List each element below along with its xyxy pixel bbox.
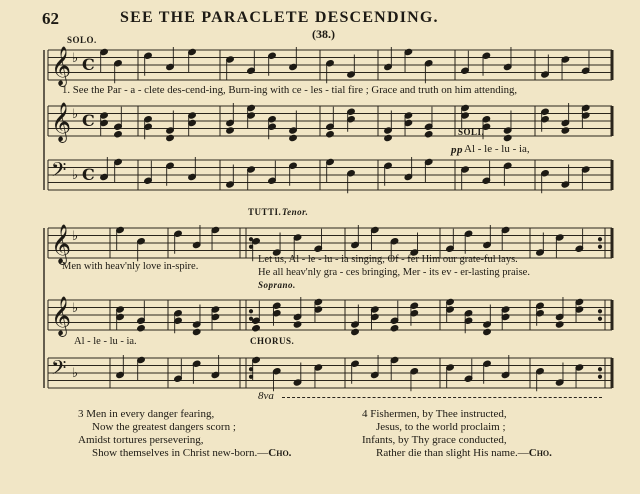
verse-line: Amidst tortures persevering, <box>78 434 204 446</box>
verse-line: 3 Men in every danger fearing, <box>78 408 215 420</box>
time-signature-icon: C <box>82 165 95 184</box>
notehead-icon <box>226 127 235 134</box>
tenor-mark: Tenor. <box>282 207 309 217</box>
notehead-icon <box>289 134 298 141</box>
key-signature-icon: ♭ <box>72 301 79 316</box>
notehead-icon <box>503 134 512 141</box>
key-signature-icon: ♭ <box>72 168 79 183</box>
soli-mark: SOLI. <box>458 127 485 137</box>
time-signature-icon: C <box>82 55 95 74</box>
verse-line: Jesus, to the world proclaim ; <box>376 421 506 433</box>
clef-icon: 𝄢 <box>51 356 67 384</box>
repeat-dot-icon <box>598 317 601 320</box>
notehead-icon <box>114 131 123 138</box>
lyric-line-2a: Men with heav'nly love in-spire. <box>62 261 199 272</box>
repeat-dot-icon <box>598 375 601 378</box>
solo-mark: SOLO. <box>67 35 97 45</box>
chorus-mark: CHORUS. <box>250 336 295 346</box>
octava-line <box>282 397 602 398</box>
key-signature-icon: ♭ <box>72 51 79 66</box>
time-signature-icon: C <box>82 111 95 130</box>
verse-line: 4 Fishermen, by Thee instructed, <box>362 408 507 420</box>
repeat-dot-icon <box>598 245 601 248</box>
notehead-icon <box>252 325 261 332</box>
tutti-mark: TUTTI. <box>248 207 282 217</box>
repeat-dot-icon <box>598 368 601 371</box>
repeat-dot-icon <box>249 368 252 371</box>
clefs <box>51 46 95 384</box>
clef-icon: 𝄞 <box>51 224 72 264</box>
repeat-dot-icon <box>249 310 252 313</box>
key-signature-icon: ♭ <box>72 229 79 244</box>
lyric-soli: Al - le - lu - ia, <box>464 143 530 155</box>
notehead-icon <box>384 134 393 141</box>
clef-icon: 𝄞 <box>51 296 72 336</box>
lyric-alleluia: Al - le - lu - ia. <box>74 336 137 347</box>
key-signature-icon: ♭ <box>72 107 79 122</box>
notehead-icon <box>561 127 570 134</box>
notehead-icon <box>424 131 433 138</box>
notehead-icon <box>351 328 360 335</box>
dynamic-mark: pp <box>451 144 463 156</box>
song-title: SEE THE PARACLETE DESCENDING. <box>120 9 439 26</box>
page-number: 62 <box>42 9 59 28</box>
notehead-icon <box>192 328 201 335</box>
octava-mark: 8va <box>258 390 274 402</box>
repeat-dot-icon <box>598 310 601 313</box>
verse-line: Show themselves in Christ new-born.—Cho. <box>92 447 292 459</box>
clef-icon: 𝄞 <box>51 102 72 142</box>
notes <box>100 47 602 391</box>
notehead-icon <box>293 321 302 328</box>
clef-icon: 𝄢 <box>51 158 67 186</box>
chorus-ref: Cho. <box>268 447 292 459</box>
verse-line: Infants, by Thy grace conducted, <box>362 434 507 446</box>
chorus-ref: Cho. <box>528 447 552 459</box>
notehead-icon <box>166 134 175 141</box>
repeat-dot-icon <box>249 238 252 241</box>
lyric-line-1: 1. See the Par - a - clete des-cend-ing, Burn-ing with ce - les - tial fire ; Grace and truth on him attending, <box>62 84 518 96</box>
repeat-dot-icon <box>249 317 252 320</box>
notehead-icon <box>555 321 564 328</box>
notehead-icon <box>137 325 146 332</box>
notehead-icon <box>390 325 399 332</box>
verse-line: Now the greatest dangers scorn ; <box>92 421 236 433</box>
repeat-dot-icon <box>249 375 252 378</box>
verse-line: Rather die than slight His name.—Cho. <box>376 447 552 459</box>
verse-4 <box>362 408 552 460</box>
clef-icon: 𝄞 <box>51 46 72 86</box>
repeat-dot-icon <box>598 238 601 241</box>
hymn-number: (38.) <box>312 27 335 41</box>
key-signature-icon: ♭ <box>72 366 79 381</box>
verse-3 <box>78 408 291 460</box>
notehead-icon <box>326 131 335 138</box>
lyric-line-2b: Let us, Al - le - lu - ia singing, Of - fer Him our grate-ful lays. <box>258 254 518 265</box>
soprano-mark: Soprano. <box>258 280 296 290</box>
notehead-icon <box>483 328 492 335</box>
lyric-line-2c: He all heav'nly gra - ces bringing, Mer - its ev - er-lasting praise. <box>258 267 530 278</box>
repeat-dot-icon <box>249 245 252 248</box>
